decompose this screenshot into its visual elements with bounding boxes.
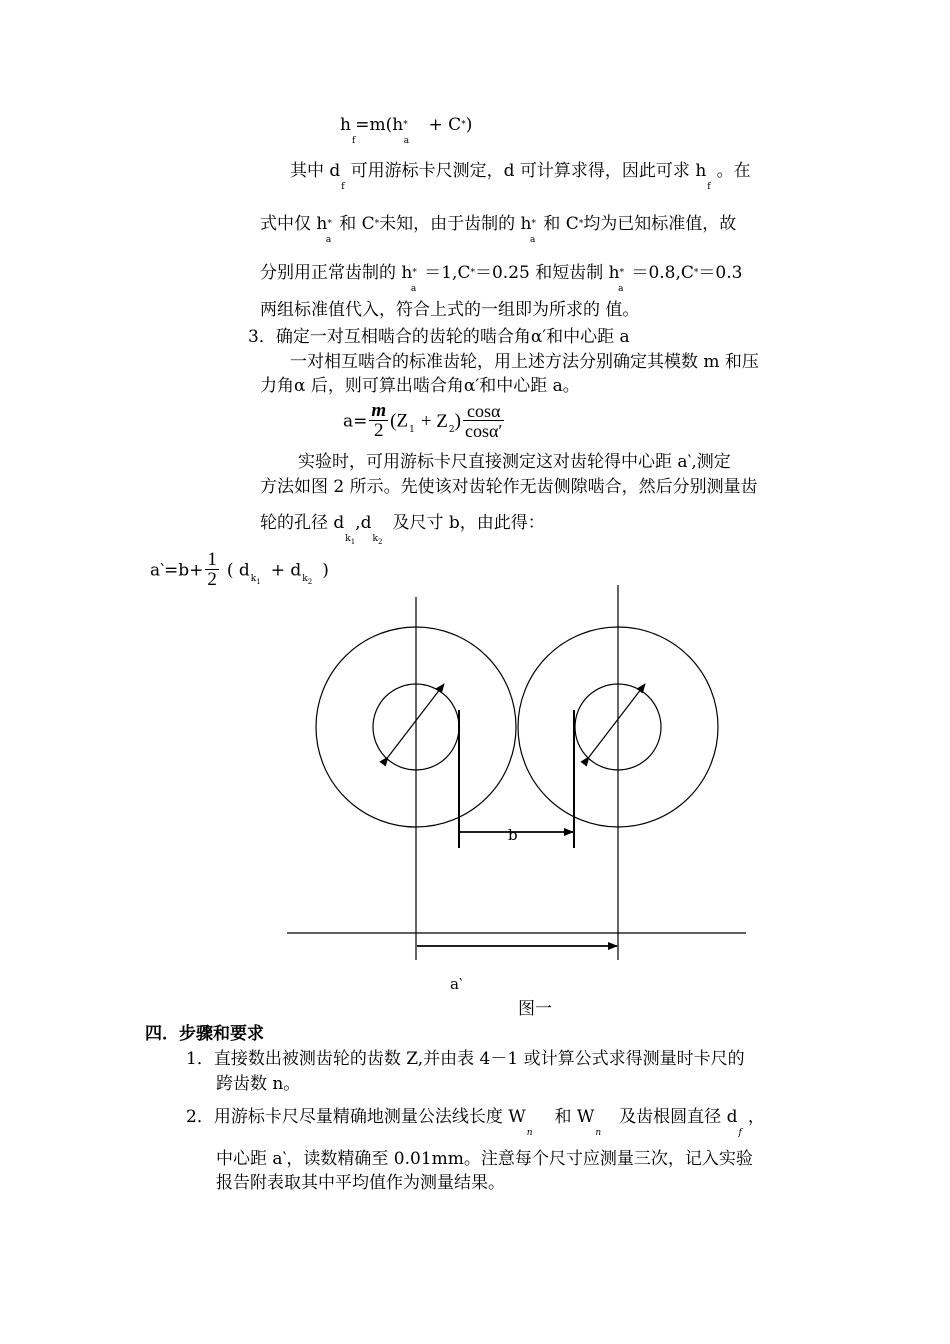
sub-f: f (707, 182, 711, 192)
star: * (693, 268, 699, 278)
fc-num: m (371, 400, 387, 421)
star: * (412, 268, 417, 278)
k-1: 1 (350, 538, 356, 546)
sub-n: n (526, 1128, 533, 1138)
fc-lhs: a= (343, 411, 368, 432)
hf-plus-c: + C (428, 115, 462, 135)
ap-num: 1 (207, 549, 217, 570)
section3-title: 3．确定一对互相啮合的齿轮的啮合角α′和中心距 a (248, 327, 630, 347)
ap-open: ( d (226, 560, 250, 581)
text-run: 和 W (554, 1107, 595, 1127)
star: * (578, 219, 584, 229)
fc-den: 2 (374, 420, 384, 441)
step2-line2: 中心距 a‵，读数精确至 0.01mm。注意每个尺寸应测量三次，记入实验 (216, 1149, 753, 1169)
ap-plus: + d (270, 560, 302, 581)
fc-close: ) (454, 410, 461, 432)
fc-sub2: 2 (448, 425, 455, 435)
k: k (372, 534, 378, 544)
figure-label-b: b (508, 826, 518, 844)
text-run: 式中仅 h (260, 214, 328, 234)
sub-a: a (530, 235, 536, 245)
k-1: 1 (256, 578, 261, 586)
fc-z2: + Z (420, 410, 448, 432)
ap-lhs: a‵=b+ (150, 560, 204, 581)
step1-line1: 1．直接数出被测齿轮的齿数 Z,并由表 4－1 或计算公式求得测量时卡尺的 (186, 1049, 745, 1069)
text-run: 可用游标卡尺测定，d 可计算求得，因此可求 h (350, 161, 707, 181)
sub-n: n (595, 1128, 602, 1138)
k: k (345, 534, 351, 544)
sub-a: a (618, 284, 624, 294)
text-run: ＝0.3 (698, 263, 743, 283)
section3-p1: 一对相互啮合的标准齿轮，用上述方法分别确定其模数 m 和压 (290, 352, 759, 372)
sub-f: f (341, 182, 345, 192)
k: k (302, 574, 308, 584)
k: k (250, 574, 257, 584)
text-run: 其中 d (290, 161, 341, 181)
text-run: ,d (355, 513, 372, 533)
ap-den: 2 (207, 569, 217, 590)
fc-z1: (Z (390, 410, 409, 432)
text-run: 及尺寸 b，由此得： (392, 513, 545, 533)
star: * (327, 219, 332, 229)
hf-star: * (403, 120, 408, 130)
star: * (531, 219, 537, 229)
star: * (470, 268, 475, 278)
figure-label-a-prime: a‵ (450, 975, 463, 993)
hf-h: h (340, 115, 351, 135)
hf-rhs: =m(h (355, 115, 404, 135)
hf-close: ) (465, 115, 473, 135)
text-run: 和 C (543, 214, 579, 234)
section3-p2: 力角α 后，则可算出啮合角α′和中心距 a。 (260, 376, 580, 396)
text-run: 2．用游标卡尺尽量精确地测量公法线长度 W (186, 1107, 526, 1127)
text-run: 及齿根圆直径 d (619, 1107, 738, 1127)
text-run: ＝0.25 和短齿制 h (474, 263, 620, 283)
text-run: ， (747, 1107, 765, 1127)
section3-p4: 方法如图 2 所示。先使该对齿轮作无齿侧隙啮合，然后分别测量齿 (260, 477, 758, 497)
fc-cos-num: cosα (463, 402, 504, 421)
text-run: 分别用正常齿制的 h (260, 263, 413, 283)
text-run: ＝0.8,C (631, 263, 694, 283)
text-run: 和 C (339, 214, 375, 234)
section3-p3: 实验时，可用游标卡尺直接测定这对齿轮得中心距 a‵,测定 (298, 452, 731, 472)
hf-sub-a: a (403, 136, 410, 146)
text-run: 。在 (716, 161, 751, 181)
sub-a: a (325, 235, 332, 245)
ap-close: ) (322, 560, 329, 581)
fc-sub1: 1 (409, 425, 415, 435)
sub-f: f (738, 1128, 742, 1138)
text-run: 未知，由于齿制的 h (379, 214, 532, 234)
step2-line1 (186, 1106, 765, 1138)
figure-caption: 图一 (518, 999, 552, 1019)
step1-line2: 跨齿数 n。 (216, 1074, 301, 1094)
right-bore-diameter-arrow (589, 684, 645, 757)
k-2: 2 (378, 538, 383, 546)
text-run: ＝1,C (424, 263, 471, 283)
k-2: 2 (307, 578, 313, 586)
sub-a: a (410, 284, 417, 294)
hf-sub-f: f (351, 136, 356, 146)
hf-star-c: * (461, 120, 466, 130)
star: * (374, 219, 380, 229)
section4-heading: 四．步骤和要求 (145, 1024, 264, 1044)
star: * (619, 268, 625, 278)
para1-line4: 两组标准值代入，符合上式的一组即为所求的 值。 (260, 300, 640, 320)
text-run: 均为已知标准值，故 (583, 214, 737, 234)
fc-cos-den: cosα′ (464, 421, 503, 441)
text-run: 轮的孔径 d (260, 513, 345, 533)
step2-line3: 报告附表取其中平均值作为测量结果。 (216, 1173, 505, 1193)
